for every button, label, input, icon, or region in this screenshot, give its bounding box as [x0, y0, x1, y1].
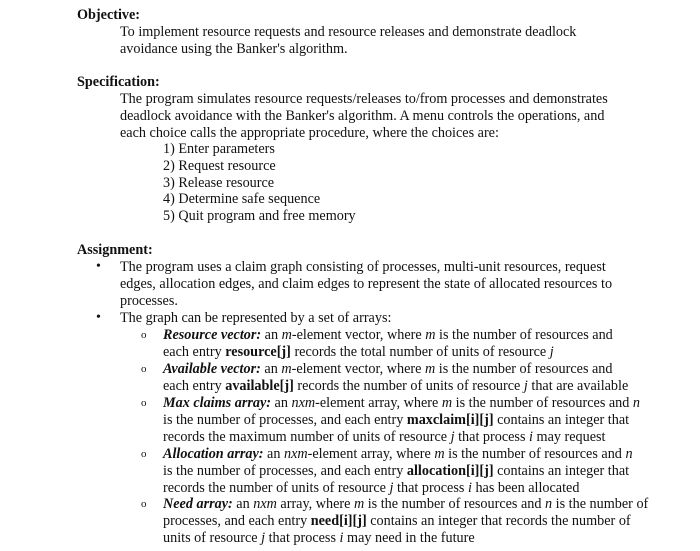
objective-heading: Objective:	[77, 7, 141, 23]
specification-text: The program simulates resource requests/releases to/from processes and demonstrates deadlock avoidance with the Banker's algorithm. A menu controls the operations, and each choice calls the appropriate procedure, where the choices are:	[120, 91, 608, 141]
code-term: resource[j]	[225, 343, 291, 360]
max-claims-item: Max claims array: an nxm-element array, where m is the number of resources and n is the number of processes, and each entry maxclaim[i][j] contains an integer that records the maximum number of units of resource j that process i may request	[163, 395, 641, 445]
term: Allocation array:	[163, 446, 264, 462]
objective-text: To implement resource requests and resource releases and demonstrate deadlock avoidance using the Banker's algorithm.	[120, 24, 577, 57]
resource-vector-item: Resource vector: an m-element vector, where m is the number of resources and each entry resource[j] records the total number of units of resource j	[163, 327, 613, 360]
circle-bullet-icon: o	[141, 363, 147, 375]
bullet-icon: •	[96, 259, 101, 274]
menu-choice: 1) Enter parameters	[163, 141, 275, 157]
circle-bullet-icon: o	[141, 397, 147, 409]
menu-choices-list	[163, 141, 356, 225]
menu-choice: 5) Quit program and free memory	[163, 208, 356, 225]
circle-bullet-icon: o	[141, 329, 147, 341]
circle-bullet-icon: o	[141, 448, 147, 460]
term: Need array:	[163, 496, 233, 512]
assignment-bullet-2: The graph can be represented by a set of arrays:	[120, 310, 392, 326]
need-array-item: Need array: an nxm array, where m is the number of resources and n is the number of processes, and each entry need[i][j] contains an integer that records the number of units of resource j that process i may need in the future	[163, 496, 649, 546]
menu-choice: 3) Release resource	[163, 174, 275, 191]
bullet-icon: •	[96, 310, 101, 325]
specification-heading: Specification:	[77, 74, 160, 90]
code-term: allocation[i][j]	[406, 462, 494, 479]
assignment-bullet-1: The program uses a claim graph consisting of processes, multi-unit resources, request edges, allocation edges, and claim edges to represent the state of allocated resources to processes.	[120, 259, 613, 309]
code-term: need[i][j]	[310, 512, 367, 529]
term: Resource vector:	[163, 327, 262, 343]
term: Max claims array:	[163, 395, 271, 411]
available-vector-item: Available vector: an m-element vector, where m is the number of resources and each entry available[j] records the number of units of resource j that are available	[163, 361, 629, 394]
term: Available vector:	[163, 361, 261, 377]
assignment-heading: Assignment:	[77, 242, 153, 258]
code-term: maxclaim[i][j]	[406, 411, 494, 428]
circle-bullet-icon: o	[141, 498, 147, 510]
code-term: available[j]	[225, 377, 294, 394]
menu-choice: 2) Request resource	[163, 157, 276, 174]
allocation-array-item: Allocation array: an nxm-element array, where m is the number of resources and n is the number of processes, and each entry allocation[i][j] contains an integer that records the number of units of resource j that process i has been allocated	[163, 446, 633, 496]
menu-choice: 4) Determine safe sequence	[163, 191, 321, 208]
